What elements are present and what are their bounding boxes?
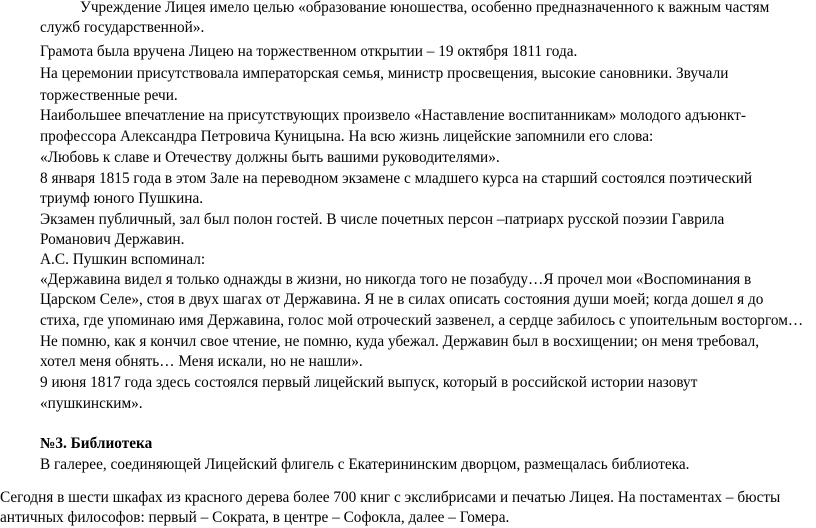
paragraph-line: 8 января 1815 года в этом Зале на переводном экзамене с младшего курса на старший состоялся поэтический <box>40 170 753 187</box>
paragraph-line: профессора Александра Петровича Куницына. На всю жизнь лицейские запомнили его слова: <box>40 128 654 145</box>
quote-line: Царском Селе», стоя в двух шагах от Державина. Я не в силах описать состояния души моей; когда дошел я до <box>40 291 764 308</box>
paragraph-line: 9 июня 1817 года здесь состоялся первый лицейский выпуск, который в российской истории назовут <box>40 374 698 391</box>
quote-line: стиха, где упоминаю имя Державина, голос мой отроческий зазвенел, а сердце забилось с упоительным восторгом… <box>40 312 804 329</box>
paragraph-line: триумф юного Пушкина. <box>40 190 204 207</box>
quote-line: «Любовь к славе и Отечеству должны быть вашими руководителями». <box>40 149 500 166</box>
paragraph-line: античных философов: первый – Сократа, в центре – Софокла, далее – Гомера. <box>0 509 510 526</box>
paragraph-line: Романович Державин. <box>40 231 185 248</box>
paragraph-line: Грамота была вручена Лицею на торжественном открытии – 19 октября 1811 года. <box>40 43 578 60</box>
paragraph-line: торжественные речи. <box>40 87 178 104</box>
paragraph-line: Экзамен публичный, зал был полон гостей. В числе почетных персон –патриарх русской поэзии Гаврила <box>40 211 725 228</box>
paragraph-line: Учреждение Лицея имело целью «образование юношества, особенно предназначенного к важным частям <box>80 0 770 16</box>
quote-line: Не помню, как я кончил свое чтение, не помню, куда убежал. Державин был в восхищении; он меня требовал, <box>40 333 760 350</box>
paragraph-line: служб государственной». <box>40 19 205 36</box>
quote-line: «Державина видел я только однажды в жизни, но никогда того не позабуду…Я прочел мои «Воспоминания в <box>40 271 752 288</box>
paragraph-line: «пушкинским». <box>40 395 143 412</box>
quote-line: хотел меня обнять… Меня искали, но не нашли». <box>40 353 363 370</box>
paragraph-line: Наибольшее впечатление на присутствующих произвело «Наставление воспитанникам» молодого адъюнкт- <box>40 107 746 124</box>
paragraph-line: В галерее, соединяющей Лицейский флигель с Екатерининским дворцом, размещалась библиотека. <box>40 456 690 473</box>
paragraph-line: А.С. Пушкин вспоминал: <box>40 251 206 268</box>
paragraph-line: Сегодня в шести шкафах из красного дерева более 700 книг с экслибрисами и печатью Лицея. На постаментах – бюсты <box>0 489 781 506</box>
paragraph-line: На церемонии присутствовала императорская семья, министр просвещения, высокие сановники. Звучали <box>40 65 729 82</box>
section-heading: №3. Библиотека <box>40 435 153 452</box>
